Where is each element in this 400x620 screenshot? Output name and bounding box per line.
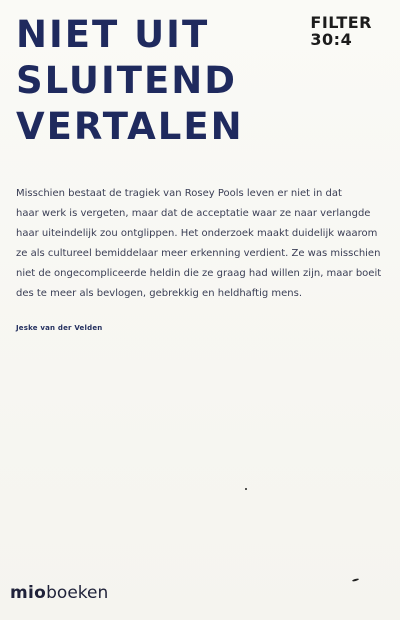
series-name: FILTER — [310, 13, 372, 32]
title-line: SLUITEND — [16, 59, 237, 102]
blurb-line: niet de ongecompliceerde heldin die ze graag had willen zijn, maar boeit — [16, 268, 382, 279]
publisher-suffix: boeken — [46, 583, 109, 603]
publisher-brand: mio — [10, 583, 47, 603]
series-label — [310, 14, 372, 48]
blurb-line: haar uiteindelijk zou ontglippen. Het onderzoek maakt duidelijk waarom — [16, 228, 378, 239]
blurb-line: Misschien bestaat de tragiek van Rosey Pools leven er niet in dat — [16, 188, 342, 199]
blurb-paragraph — [16, 184, 388, 304]
blurb-line: des te meer als bevlogen, gebrekkig en heldhaftig mens. — [16, 288, 303, 299]
book-title — [16, 12, 244, 150]
title-line: NIET UIT — [16, 13, 210, 56]
print-speck — [245, 488, 247, 490]
publisher-logo — [10, 583, 108, 603]
blurb-line: ze als cultureel bemiddelaar meer erkenning verdient. Ze was misschien — [16, 248, 381, 259]
series-number: 30:4 — [310, 30, 353, 49]
blurb-line: haar werk is vergeten, maar dat de acceptatie waar ze naar verlangde — [16, 208, 371, 219]
print-speck — [352, 578, 359, 582]
title-line: VERTALEN — [16, 105, 244, 148]
quote-author: Jeske van der Velden — [16, 324, 103, 332]
